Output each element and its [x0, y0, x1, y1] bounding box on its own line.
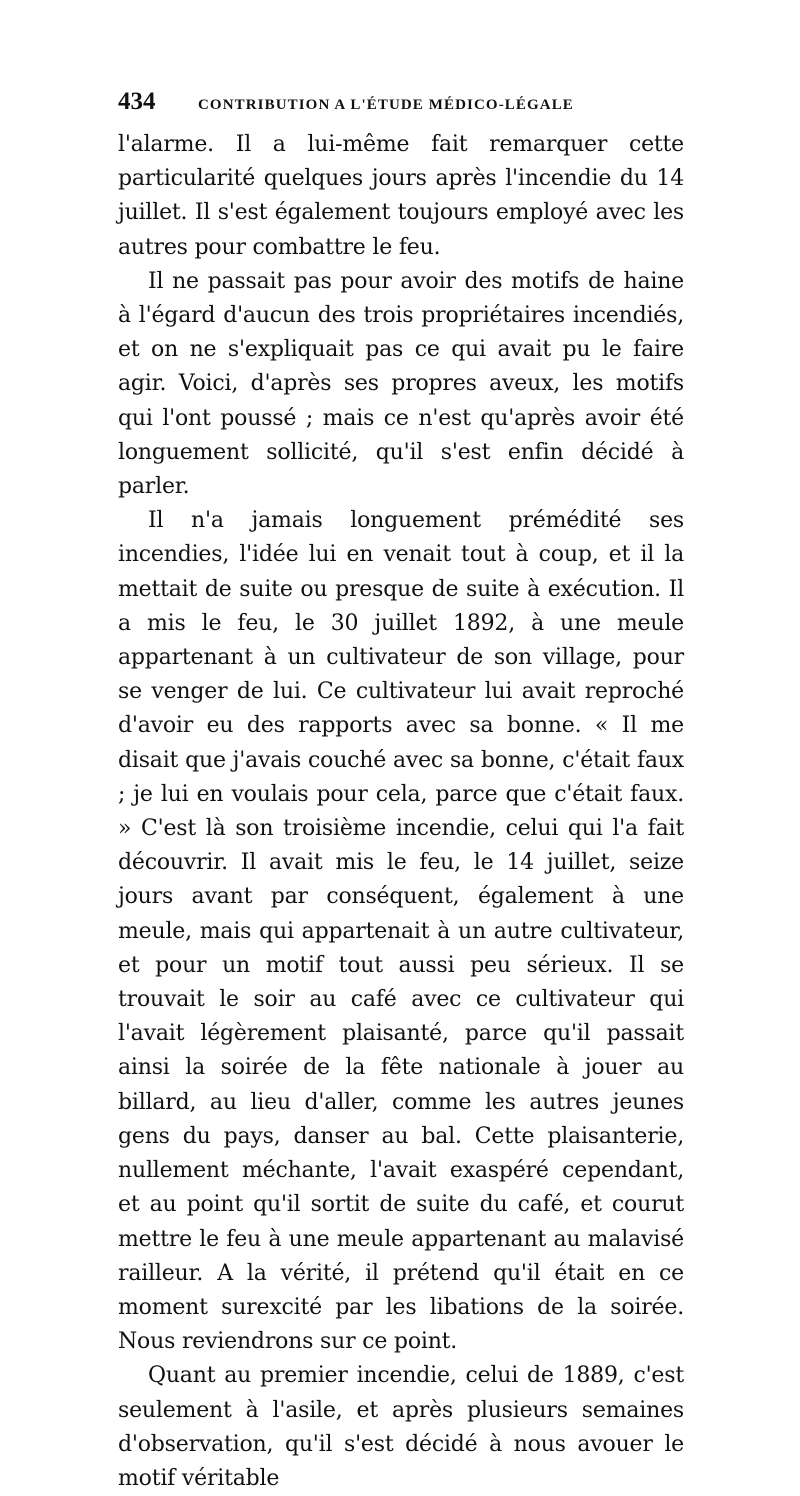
- book-page: [118, 88, 684, 1496]
- running-title: CONTRIBUTION A L'ÉTUDE MÉDICO-LÉGALE: [198, 97, 574, 113]
- body-text: [118, 128, 684, 1496]
- paragraph-continuation: l'alarme. Il a lui-même fait remarquer cette particularité quelques jours après l'incendie du 14 juillet. Il s'est également toujours employé avec les autres pour combattre le feu.: [118, 132, 684, 260]
- running-head: [118, 88, 684, 128]
- paragraph-first-fire: Quant au premier incendie, celui de 1889, c'est seulement à l'asile, et après plusieurs semaines d'observation, qu'il s'est décidé à nous avouer le motif véritable: [118, 1363, 684, 1491]
- paragraph-motives: Il ne passait pas pour avoir des motifs de haine à l'égard d'aucun des trois propriétaires incendiés, et on ne s'expliquait pas ce qui avait pu le faire agir. Voici, d'après ses propres aveux, les motifs qui l'ont poussé ; mais ce n'est qu'après avoir été longuement sollicité, qu'il s'est enfin décidé à parler.: [118, 268, 684, 500]
- paragraph-incidents: Il n'a jamais longuement prémédité ses incendies, l'idée lui en venait tout à coup, et il la mettait de suite ou presque de suite à exécution. Il a mis le feu, le 30 juillet 1892, à une meule appartenant à un cultivateur de son village, pour se venger de lui. Ce cultivateur lui avait reproché d'avoir eu des rapports avec sa bonne. « Il me disait que j'avais couché avec sa bonne, c'était faux ; je lui en voulais pour cela, parce que c'était faux. » C'est là son troisième incendie, celui qui l'a fait découvrir. Il avait mis le feu, le 14 juillet, seize jours avant par conséquent, également à une meule, mais qui appartenait à un autre cultivateur, et pour un motif tout aussi peu sérieux. Il se trouvait le soir au café avec ce cultivateur qui l'avait légèrement plaisanté, parce qu'il passait ainsi la soirée de la fête nationale à jouer au billard, au lieu d'aller, comme les autres jeunes gens du pays, danser au bal. Cette plaisanterie, nullement méchante, l'avait exaspéré cependant, et au point qu'il sortit de suite du café, et courut mettre le feu à une meule appartenant au malavisé railleur. A la vérité, il prétend qu'il était en ce moment surexcité par les libations de la soirée. Nous reviendrons sur ce point.: [118, 508, 684, 1355]
- page-number: 434: [118, 88, 156, 115]
